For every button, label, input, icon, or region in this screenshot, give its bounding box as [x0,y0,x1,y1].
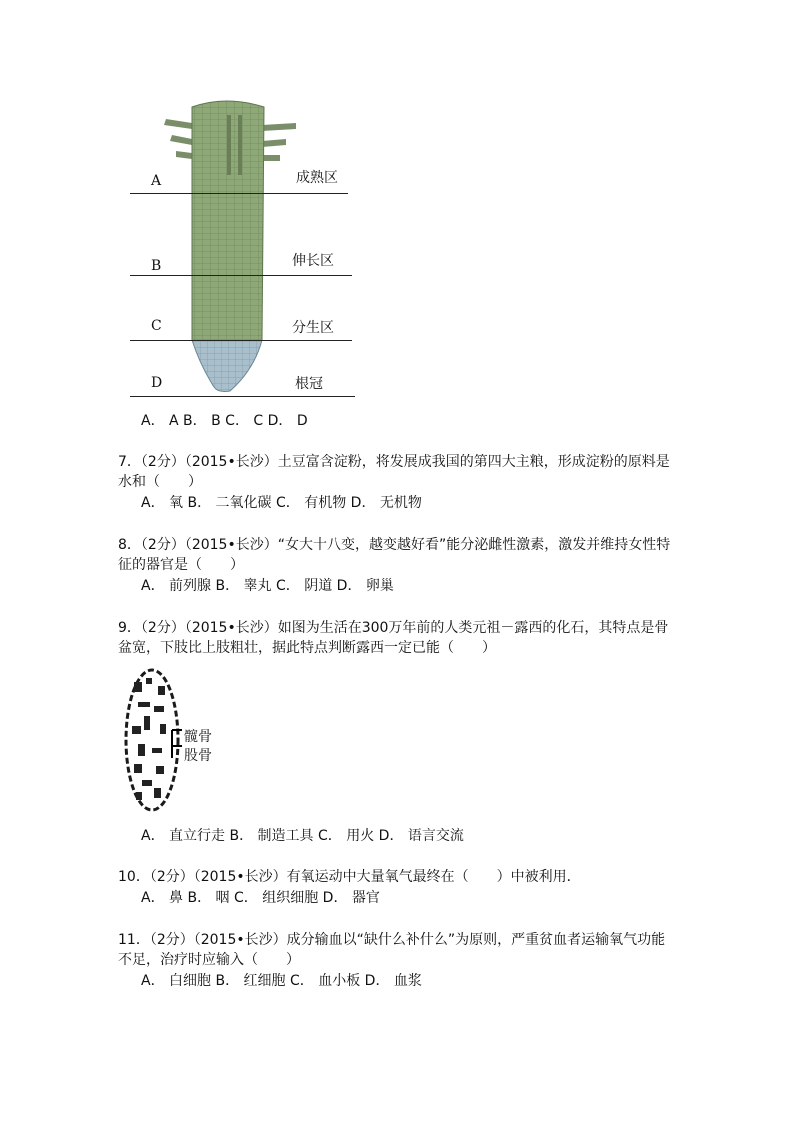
hip-bone-label: 髋骨 [184,729,212,745]
question-8-line-1: 8．（2分）（2015•长沙）“女大十八变，越变越好看”能分泌雌性激素，激发并维持女性特 [118,537,671,553]
question-9-options: A． 直立行走 B． 制造工具 C． 用火 D． 语言交流 [141,828,464,844]
question-8-options: A． 前列腺 B． 睾丸 C． 阴道 D． 卵巢 [141,578,394,594]
lucy-fossil-figure [124,668,224,813]
zone-name-root-cap: 根冠 [295,376,323,392]
question-6-options: A． A B． B C． C D． D [141,413,308,429]
divider-line-a [130,193,348,194]
divider-line-c [130,340,352,341]
zone-name-meristem: 分生区 [292,320,334,336]
zone-name-maturation: 成熟区 [296,170,338,186]
question-11-line-1: 11．（2分）（2015•长沙）成分输血以“缺什么补什么”为原则，严重贫血者运输氧气功能 [118,932,666,948]
question-10-line-1: 10．（2分）（2015•长沙）有氧运动中大量氧气最终在（ ）中被利用． [118,869,581,885]
question-11-line-2: 不足，治疗时应输入（ ） [118,952,300,968]
zone-name-elongation: 伸长区 [292,253,334,269]
zone-letter-d: D [151,375,163,391]
femur-label: 股骨 [184,748,212,764]
question-7-line-1: 7．（2分）（2015•长沙）土豆富含淀粉，将发展成我国的第四大主粮，形成淀粉的原料是 [118,454,670,470]
question-10-options: A． 鼻 B． 咽 C． 组织细胞 D． 器官 [141,890,380,906]
question-9-line-1: 9．（2分）（2015•长沙）如图为生活在300万年前的人类元祖－露西的化石，其特点是骨 [118,620,669,636]
question-7-line-2: 水和（ ） [118,474,202,490]
zone-letter-b: B [151,258,162,274]
divider-line-b [130,275,352,276]
zone-letter-c: C [151,318,162,334]
fossil-illustration [124,668,184,813]
question-11-options: A． 白细胞 B． 红细胞 C． 血小板 D． 血浆 [141,973,422,989]
zone-letter-a: A [151,173,162,189]
question-7-options: A． 氧 B． 二氧化碳 C． 有机物 D． 无机物 [141,495,422,511]
question-8-line-2: 征的器官是（ ） [118,557,244,573]
divider-line-d [130,396,355,397]
question-9-line-2: 盆宽，下肢比上肢粗壮，据此特点判断露西一定已能（ ） [118,640,496,656]
root-tip-figure [130,95,360,405]
